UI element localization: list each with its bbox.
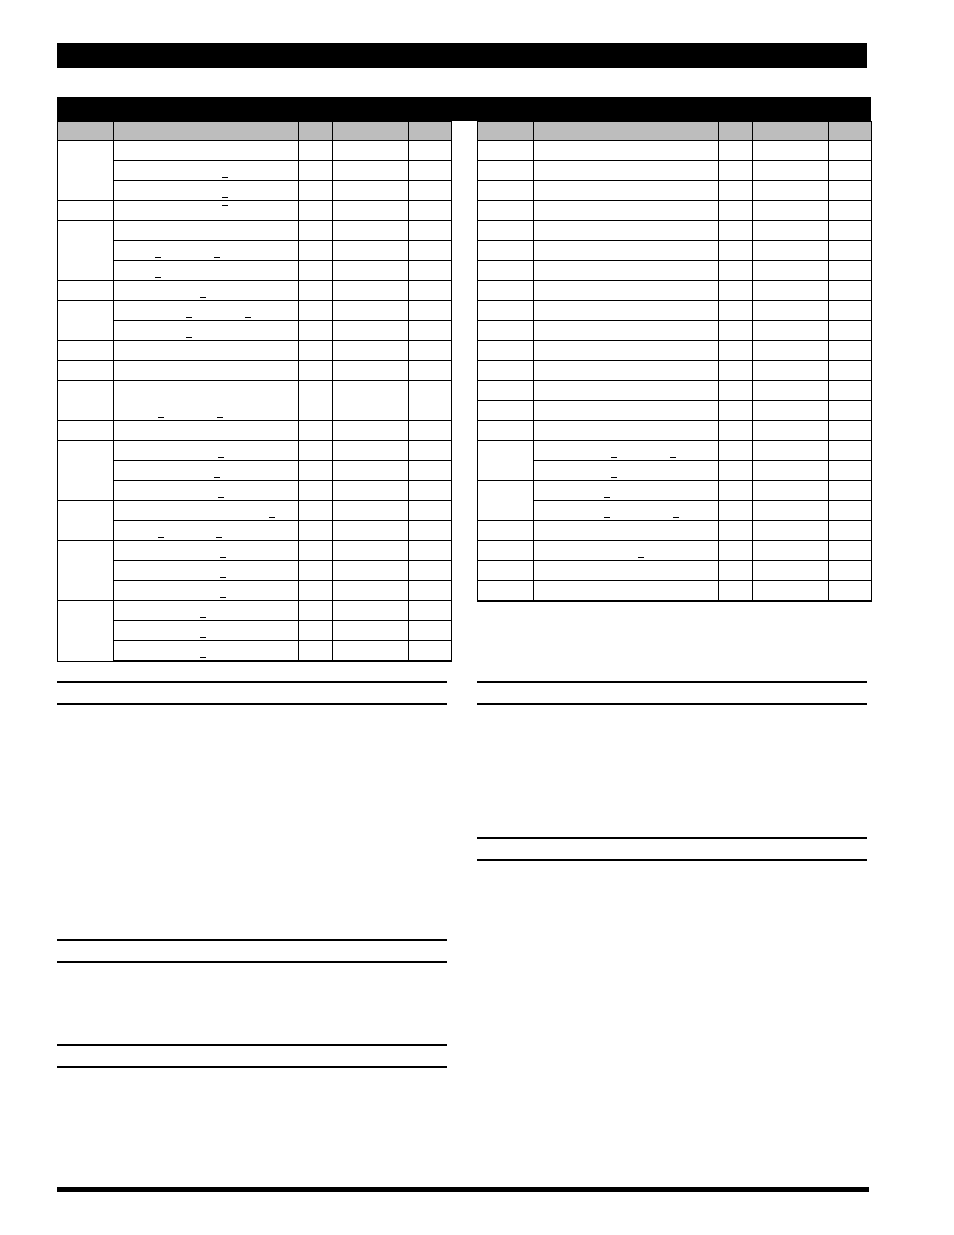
table-row [478,501,872,521]
col-header [58,122,114,141]
table-row [478,261,872,281]
cell [534,501,719,521]
cell [534,361,719,381]
table-row [478,561,872,581]
cell [333,161,409,181]
group-cell [478,241,534,261]
cell [534,461,719,481]
table-row [478,301,872,321]
table-row [478,441,872,461]
cell [114,441,299,461]
cell [114,361,299,381]
cell [829,501,872,521]
cell [534,541,719,561]
cell [829,321,872,341]
group-cell [58,341,114,361]
cell [299,561,333,581]
table-body [58,141,452,662]
cell [299,421,333,441]
cell [114,621,299,641]
table-row [478,141,872,161]
cell [719,201,753,221]
cell [753,261,829,281]
cell [719,481,753,501]
cell [829,301,872,321]
cell [299,221,333,241]
cell [299,641,333,662]
cell [333,621,409,641]
cell [719,581,753,602]
cell [333,581,409,601]
cell [333,261,409,281]
cell [409,141,452,161]
cell [753,241,829,261]
cell [753,541,829,561]
cell [333,441,409,461]
cell [534,341,719,361]
cell [114,341,299,361]
cell [299,461,333,481]
cell [114,321,299,341]
cell [534,441,719,461]
cell [719,241,753,261]
cell [299,161,333,181]
cell [409,201,452,221]
cell [114,641,299,662]
cell [409,281,452,301]
table-header-row [478,122,872,141]
cell [409,541,452,561]
table-row [58,441,452,461]
cell [114,141,299,161]
cell [409,261,452,281]
cell [829,521,872,541]
table-row [478,541,872,561]
table-row [58,481,452,501]
table-row [478,181,872,201]
table-row [58,521,452,541]
col-header [299,122,333,141]
group-cell [478,301,534,321]
cell [333,321,409,341]
cell [753,281,829,301]
table-row [58,321,452,341]
cell [299,621,333,641]
cell [534,421,719,441]
group-cell [58,361,114,381]
col-header [333,122,409,141]
table-row [58,621,452,641]
cell [114,521,299,541]
section-heading-left-1 [57,681,447,705]
cell [409,341,452,361]
table-row [58,221,452,241]
group-cell [478,381,534,401]
cell [719,521,753,541]
cell [534,161,719,181]
table-body [478,141,872,602]
cell [829,361,872,381]
cell [753,501,829,521]
col-header [719,122,753,141]
cell [114,241,299,261]
table-row [478,361,872,381]
table-row [58,361,452,381]
group-cell [478,321,534,341]
cell [409,441,452,461]
cell [299,581,333,601]
cell [409,601,452,621]
cell [114,501,299,521]
cell [534,581,719,602]
cell [333,241,409,261]
cell [829,401,872,421]
cell [299,181,333,201]
cell [719,501,753,521]
cell [753,321,829,341]
cell [829,481,872,501]
cell [719,301,753,321]
table-row [478,281,872,301]
cell [753,561,829,581]
table-row [478,161,872,181]
cell [299,481,333,501]
cell [114,581,299,601]
group-cell [58,441,114,501]
group-cell [58,301,114,341]
group-cell [478,181,534,201]
cell [719,341,753,361]
cell [299,261,333,281]
cell [299,341,333,361]
group-cell [478,521,534,541]
table-row [478,341,872,361]
cell [299,361,333,381]
group-cell [58,381,114,421]
cell [829,261,872,281]
table-row [58,421,452,441]
table-row [478,421,872,441]
group-cell [478,201,534,221]
cell [719,141,753,161]
section-heading-right-1 [477,681,867,705]
cell [719,401,753,421]
cell [753,381,829,401]
cell [753,141,829,161]
table-row [58,161,452,181]
cell [333,141,409,161]
cell [753,161,829,181]
group-cell [58,201,114,221]
table-header-row [58,122,452,141]
group-cell [478,581,534,602]
cell [114,461,299,481]
cell [534,561,719,581]
cell [114,301,299,321]
cell [299,141,333,161]
table-row [58,341,452,361]
cell [534,221,719,241]
cell [719,321,753,341]
cell [333,601,409,621]
group-cell [478,341,534,361]
section-heading-left-2 [57,939,447,963]
table-row [58,241,452,261]
table-row [58,461,452,481]
cell [409,461,452,481]
cell [114,261,299,281]
cell [409,561,452,581]
cell [114,281,299,301]
cell [719,161,753,181]
group-cell [478,441,534,481]
table-row [58,601,452,621]
cell [333,361,409,381]
table-row [58,261,452,281]
cell [829,341,872,361]
table-row [58,561,452,581]
cell [299,601,333,621]
table-row [478,321,872,341]
group-cell [58,141,114,201]
page-header-bar [57,43,867,68]
cell [534,181,719,201]
cell [333,181,409,201]
cell [829,141,872,161]
cell [829,581,872,602]
cell [409,301,452,321]
cell [409,381,452,421]
cell [829,421,872,441]
cell [753,461,829,481]
col-header [114,122,299,141]
cell [719,361,753,381]
table-row [478,201,872,221]
group-cell [478,261,534,281]
cell [534,301,719,321]
cell [829,281,872,301]
cell [753,181,829,201]
table-row [58,201,452,221]
cell [333,301,409,321]
cell [333,461,409,481]
cell [333,541,409,561]
cell [114,541,299,561]
table-row [58,641,452,662]
cell [829,381,872,401]
cell [409,581,452,601]
cell [753,441,829,461]
table-row [58,141,452,161]
cell [409,221,452,241]
group-cell [58,541,114,601]
cell [534,261,719,281]
cell [534,241,719,261]
cell [333,421,409,441]
cell [753,481,829,501]
cell [719,261,753,281]
cell [534,381,719,401]
cell [333,221,409,241]
table-row [478,521,872,541]
cell [333,481,409,501]
group-cell [58,501,114,541]
cell [299,541,333,561]
table-title-bar [57,97,871,121]
table-row [478,381,872,401]
cell [333,341,409,361]
cell [299,301,333,321]
cell [534,281,719,301]
cell [719,281,753,301]
col-header [753,122,829,141]
cell [299,281,333,301]
cell [829,441,872,461]
cell [534,141,719,161]
table-row [478,481,872,501]
cell [753,401,829,421]
group-cell [58,281,114,301]
cell [299,521,333,541]
col-header [829,122,872,141]
cell [409,241,452,261]
cell [299,241,333,261]
cell [719,441,753,461]
cell [753,221,829,241]
cell [333,201,409,221]
cell [719,461,753,481]
table-row [58,501,452,521]
table-row [478,581,872,602]
cell [409,161,452,181]
table-row [58,281,452,301]
cell [753,301,829,321]
table-row [478,461,872,481]
group-cell [58,421,114,441]
table-row [58,581,452,601]
group-cell [478,161,534,181]
group-cell [478,401,534,421]
table-row [58,541,452,561]
cell [409,421,452,441]
cell [114,561,299,581]
cell [114,181,299,201]
group-cell [58,601,114,662]
group-cell [478,281,534,301]
cell [829,221,872,241]
cell [534,321,719,341]
cell [333,561,409,581]
cell [753,421,829,441]
cell [753,521,829,541]
cell [409,181,452,201]
left-parts-table [57,121,452,662]
col-header [409,122,452,141]
right-parts-table [477,121,872,602]
cell [114,601,299,621]
cell [114,421,299,441]
group-cell [478,421,534,441]
group-cell [478,221,534,241]
cell [753,581,829,602]
cell [333,501,409,521]
cell [409,481,452,501]
cell [409,621,452,641]
group-cell [58,221,114,281]
cell [409,361,452,381]
cell [829,241,872,261]
cell [299,201,333,221]
cell [299,441,333,461]
cell [114,481,299,501]
cell [114,221,299,241]
cell [333,381,409,421]
cell [333,281,409,301]
page-footer-rule [57,1187,869,1192]
table-row [58,301,452,321]
table-row [58,381,452,421]
cell [409,521,452,541]
cell [753,201,829,221]
section-heading-right-2 [477,837,867,861]
cell [719,421,753,441]
cell [719,221,753,241]
cell [409,501,452,521]
cell [753,341,829,361]
group-cell [478,361,534,381]
cell [719,541,753,561]
cell [829,461,872,481]
cell [299,321,333,341]
table-row [58,181,452,201]
group-cell [478,481,534,521]
cell [829,201,872,221]
cell [114,161,299,181]
cell [534,201,719,221]
cell [534,521,719,541]
cell [333,521,409,541]
table-row [478,401,872,421]
cell [114,201,299,221]
cell [409,641,452,662]
cell [753,361,829,381]
group-cell [478,561,534,581]
cell [299,381,333,421]
cell [719,381,753,401]
cell [829,541,872,561]
cell [719,561,753,581]
col-header [534,122,719,141]
cell [534,401,719,421]
cell [829,561,872,581]
cell [829,161,872,181]
cell [534,481,719,501]
cell [333,641,409,662]
col-header [478,122,534,141]
cell [299,501,333,521]
cell [719,181,753,201]
section-heading-left-3 [57,1044,447,1068]
group-cell [478,541,534,561]
group-cell [478,141,534,161]
cell [409,321,452,341]
table-row [478,221,872,241]
cell [114,381,299,421]
cell [829,181,872,201]
table-row [478,241,872,261]
